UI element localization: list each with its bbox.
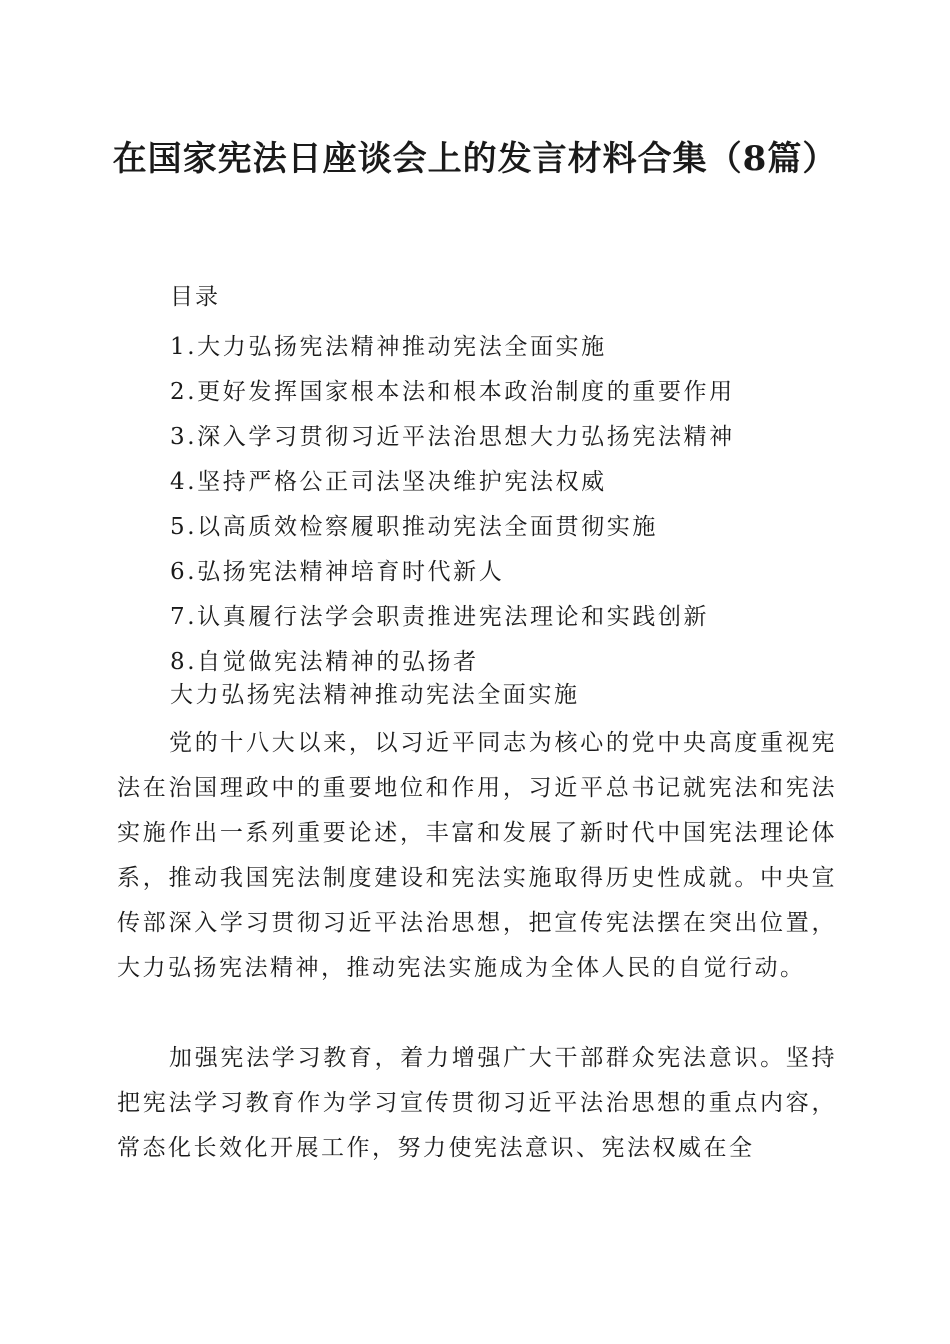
body-paragraph: 加强宪法学习教育，着力增强广大干部群众宪法意识。坚持把宪法学习教育作为学习宣传贯彻习近平法治思想的重点内容，常态化长效化开展工作，努力使宪法意识、宪法权威在全 [117,1045,837,1161]
body-paragraph: 党的十八大以来，以习近平同志为核心的党中央高度重视宪法在治国理政中的重要地位和作用，习近平总书记就宪法和宪法实施作出一系列重要论述，丰富和发展了新时代中国宪法理论体系，推动我国宪法制度建设和宪法实施取得历史性成就。中央宣传部深入学习贯彻习近平法治思想，把宣传宪法摆在突出位置，大力弘扬宪法精神，推动宪法实施成为全体人民的自觉行动。 [117,730,837,981]
toc-item: 3.深入学习贯彻习近平法治思想大力弘扬宪法精神 [170,424,735,450]
toc-item: 8.自觉做宪法精神的弘扬者 [170,649,479,675]
section-title: 大力弘扬宪法精神推动宪法全面实施 [170,682,580,708]
toc-item: 4.坚持严格公正司法坚决维护宪法权威 [170,469,607,495]
table-of-contents [170,325,735,685]
toc-item: 6.弘扬宪法精神培育时代新人 [170,559,505,585]
document-title: 在国家宪法日座谈会上的发言材料合集（8篇） [112,139,838,179]
toc-item: 5.以高质效检察履职推动宪法全面贯彻实施 [170,514,658,540]
toc-heading: 目录 [170,284,220,310]
toc-item: 2.更好发挥国家根本法和根本政治制度的重要作用 [170,379,735,405]
toc-item: 7.认真履行法学会职责推进宪法理论和实践创新 [170,604,710,630]
toc-item: 1.大力弘扬宪法精神推动宪法全面实施 [170,334,607,360]
